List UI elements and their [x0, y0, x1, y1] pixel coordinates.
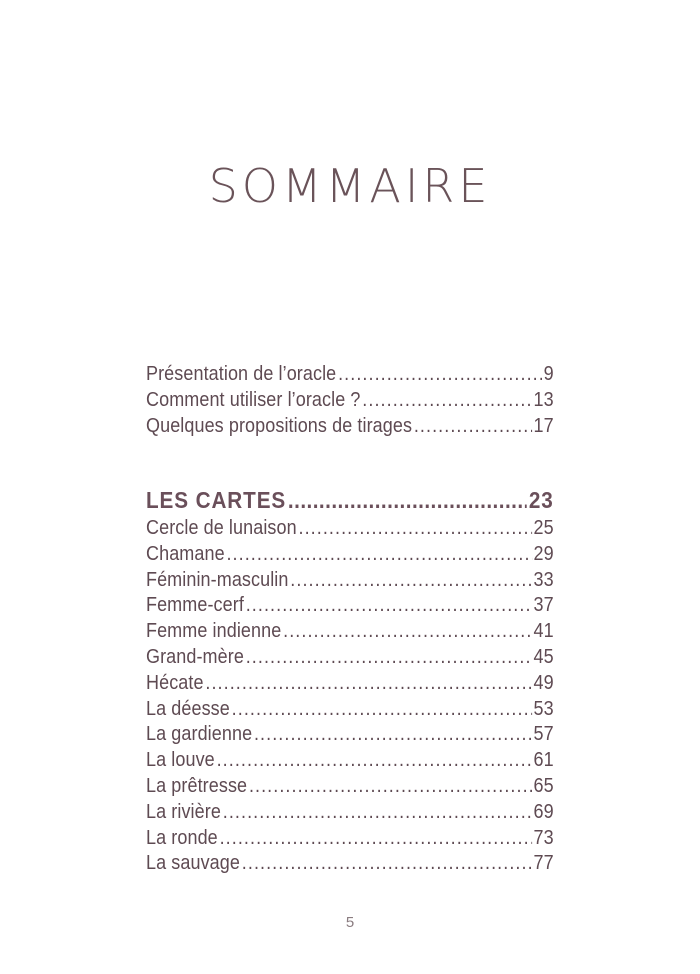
dot-leader [362, 388, 531, 414]
toc-entry-page: 57 [533, 723, 554, 746]
dot-leader [242, 851, 532, 877]
toc-entry[interactable] [146, 722, 554, 748]
toc-entry[interactable] [146, 619, 554, 645]
toc-entry[interactable] [146, 362, 554, 388]
dot-leader [288, 484, 527, 516]
dot-leader [220, 826, 532, 852]
toc-entry-page: 49 [533, 671, 554, 694]
dot-leader [338, 362, 542, 388]
toc-entry[interactable] [146, 645, 554, 671]
toc-entry-label: Hécate [146, 671, 204, 694]
toc-entry-page: 41 [533, 620, 554, 643]
toc-entry-page: 13 [533, 388, 554, 411]
toc-entry-label: Cercle de lunaison [146, 517, 297, 539]
toc-entry-page: 29 [533, 542, 554, 565]
toc-entry-label: La sauvage [146, 852, 240, 875]
dot-leader [223, 800, 532, 826]
toc-entry-page: 17 [533, 414, 554, 437]
toc-entry[interactable] [146, 851, 554, 877]
toc-entry-label: Chamane [146, 542, 225, 565]
toc-entry-label: La louve [146, 749, 215, 772]
toc-entry[interactable] [146, 542, 554, 568]
dot-leader [414, 414, 532, 440]
dot-leader [249, 774, 532, 800]
toc-entry[interactable] [146, 800, 554, 826]
toc-entry[interactable] [146, 826, 554, 852]
toc-entry-page: 37 [533, 594, 554, 617]
toc-entry-label: La gardienne [146, 723, 253, 746]
toc-section-label: LES CARTES [146, 487, 287, 513]
dot-leader [283, 619, 532, 645]
toc-entry[interactable] [146, 697, 554, 723]
toc-entry-page: 69 [533, 800, 554, 823]
toc-entry[interactable] [146, 568, 554, 594]
toc-entry-page: 45 [533, 645, 554, 668]
dot-leader [205, 671, 531, 697]
toc-entry-page: 9 [543, 363, 554, 385]
toc-entry-page: 25 [533, 517, 554, 539]
toc-entry-label: Comment utiliser l’oracle ? [146, 388, 361, 411]
toc-cards-list [146, 484, 554, 877]
toc-entry[interactable] [146, 388, 554, 414]
toc-entry[interactable] [146, 593, 554, 619]
toc-entry[interactable] [146, 516, 554, 542]
page-title: SOMMAIRE [208, 158, 492, 213]
toc-entry-page: 53 [533, 697, 554, 720]
dot-leader [299, 516, 532, 542]
toc-entry-label: Présentation de l’oracle [146, 363, 337, 385]
page-number: 5 [345, 914, 355, 931]
toc-entry-label: Féminin-masculin [146, 568, 289, 591]
dot-leader [290, 568, 531, 594]
toc-entry-page: 65 [533, 774, 554, 797]
toc-section-page: 23 [528, 487, 554, 513]
toc-entry-page: 61 [533, 749, 554, 772]
toc-section-heading[interactable] [146, 484, 554, 516]
dot-leader [254, 722, 532, 748]
toc-entry-label: La déesse [146, 697, 230, 720]
dot-leader [246, 593, 532, 619]
toc-entry-label: La ronde [146, 826, 218, 849]
toc-entry[interactable] [146, 414, 554, 440]
toc-entry-label: La rivière [146, 800, 221, 823]
toc-entry-label: Grand-mère [146, 645, 244, 668]
toc-entry-label: Femme-cerf [146, 594, 244, 617]
toc-entry[interactable] [146, 774, 554, 800]
dot-leader [232, 697, 532, 723]
toc-intro-list [146, 362, 554, 439]
toc-entry[interactable] [146, 748, 554, 774]
toc-entry-page: 73 [533, 826, 554, 849]
toc-entry-label: Femme indienne [146, 620, 282, 643]
toc-entry-page: 77 [533, 852, 554, 875]
dot-leader [246, 645, 532, 671]
dot-leader [217, 748, 532, 774]
toc-entry-label: La prêtresse [146, 774, 248, 797]
toc-entry[interactable] [146, 671, 554, 697]
toc-entry-label: Quelques propositions de tirages [146, 414, 413, 437]
dot-leader [226, 542, 531, 568]
toc-entry-page: 33 [533, 568, 554, 591]
